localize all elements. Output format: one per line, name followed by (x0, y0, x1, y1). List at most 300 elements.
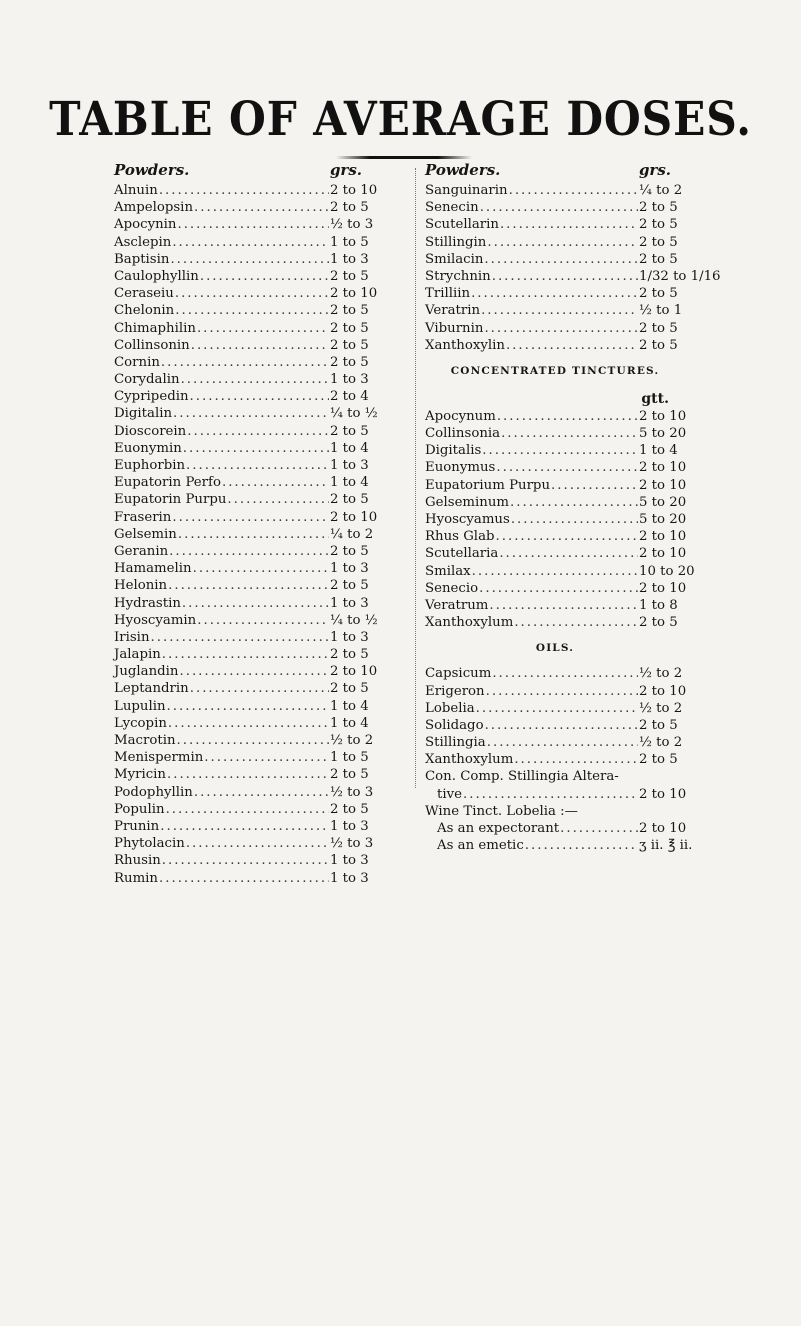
list-item (425, 477, 685, 494)
list-item (114, 818, 376, 835)
item-dose: 1 to 3 (330, 458, 369, 473)
item-dose: 1 to 3 (330, 561, 369, 577)
list-item (425, 285, 685, 302)
item-dose: ¼ to ½ (330, 612, 378, 628)
item-name: Jalapin (114, 647, 161, 663)
leader-dots (496, 528, 638, 545)
item-dose: ½ to 3 (330, 217, 374, 233)
leader-dots (177, 732, 329, 749)
leader-dots (177, 216, 329, 233)
item-name: Veratrin (425, 303, 481, 319)
list-item (114, 440, 376, 457)
leader-dots (160, 818, 329, 835)
leader-dots (179, 663, 329, 680)
right-powders-list (425, 182, 721, 354)
list-item (114, 612, 376, 629)
leader-dots (501, 425, 638, 442)
item-dose: 2 to 5 (330, 303, 369, 319)
item-dose: 2 to 10 (639, 821, 687, 836)
list-item (425, 320, 685, 337)
item-dose: 2 to 5 (639, 200, 678, 216)
list-item (425, 216, 685, 233)
leader-dots (492, 665, 638, 682)
item-name: Hydrastin (114, 595, 181, 611)
item-name: Smilacin (425, 251, 484, 267)
list-item (114, 423, 376, 440)
item-dose: 2 to 5 (639, 234, 678, 250)
item-name: Digitalis (425, 443, 482, 459)
item-name: Cypripedin (114, 389, 189, 405)
list-item (425, 511, 685, 528)
list-item (114, 491, 376, 508)
list-item (425, 700, 685, 717)
list-item (425, 683, 685, 700)
list-item (425, 199, 685, 216)
leader-dots (525, 837, 638, 854)
item-dose: ½ to 3 (330, 836, 374, 852)
item-dose: 1 to 4 (330, 475, 369, 491)
leader-dots (489, 597, 638, 614)
item-dose: 2 to 5 (330, 423, 369, 439)
item-dose: 2 to 5 (639, 217, 678, 233)
item-dose: 2 to 5 (330, 320, 369, 336)
leader-dots (487, 234, 638, 251)
item-name: Senecio (425, 580, 479, 596)
item-name: Rhusin (114, 853, 161, 869)
leader-dots (222, 474, 329, 491)
left-powders-list (114, 182, 376, 887)
item-name: Irisin (114, 629, 150, 645)
item-name: Lobelia (425, 700, 475, 716)
item-name: Menispermin (114, 750, 204, 766)
item-dose: ½ to 2 (330, 733, 374, 748)
item-name: Gelsemin (114, 526, 177, 542)
right-column (425, 161, 721, 854)
leader-dots (161, 354, 329, 371)
list-item (114, 595, 376, 612)
item-dose: 1 to 4 (639, 443, 678, 459)
item-dose: 2 to 10 (639, 683, 687, 699)
list-item (114, 870, 376, 887)
wine-title: Wine Tinct. Lobelia :— (425, 803, 578, 819)
list-item (114, 698, 376, 715)
leader-dots (194, 784, 329, 801)
item-dose: 2 to 10 (330, 509, 378, 525)
list-item (425, 580, 685, 597)
list-item (114, 457, 376, 474)
leader-dots (162, 852, 329, 869)
list-item (114, 216, 376, 233)
item-name: Juglandin (114, 664, 179, 680)
list-item (114, 784, 376, 801)
item-dose: 1 to 3 (330, 372, 369, 388)
item-dose: ½ to 2 (639, 735, 683, 751)
leader-dots (181, 371, 329, 388)
leader-dots (190, 388, 329, 405)
item-dose: 1 to 4 (330, 698, 369, 714)
title-rule (336, 156, 472, 159)
item-dose: 1 to 4 (330, 440, 369, 456)
tinctures-list (425, 408, 695, 631)
leader-dots (186, 457, 329, 474)
item-name: Populin (114, 801, 165, 817)
leader-dots (168, 715, 329, 732)
leader-dots (486, 683, 638, 700)
item-name: Viburnin (425, 320, 484, 336)
list-item (425, 337, 685, 354)
item-name: Stillingin (425, 234, 487, 250)
item-name: Helonin (114, 578, 168, 594)
leader-dots (479, 580, 638, 597)
list-item (114, 371, 376, 388)
list-item (114, 526, 376, 543)
leader-dots (551, 477, 638, 494)
item-name: Asclepin (114, 234, 172, 250)
item-name: Stillingia (425, 735, 486, 751)
item-name: Phytolacin (114, 836, 185, 852)
list-item (425, 528, 685, 545)
list-item (114, 680, 376, 697)
leader-dots (204, 749, 329, 766)
item-dose: 2 to 5 (330, 337, 369, 353)
item-dose: 1 to 3 (330, 251, 369, 267)
list-item (425, 302, 685, 319)
item-name: Xanthoxylum (425, 615, 514, 631)
leader-dots (485, 717, 638, 734)
item-name: Xanthoxylin (425, 337, 505, 353)
item-dose: ½ to 3 (330, 784, 374, 800)
list-item (114, 234, 376, 251)
leader-dots (227, 491, 329, 508)
leader-dots (499, 545, 638, 562)
con-comp-line1: Con. Comp. Stillingia Altera- (425, 769, 619, 785)
item-name: Eupatorium Purpu (425, 477, 551, 493)
leader-dots (481, 302, 638, 319)
list-item (114, 199, 376, 216)
oils-title: OILS. (535, 642, 575, 655)
item-name: Sanguinarin (425, 183, 508, 198)
item-name: As an expectorant (437, 821, 560, 836)
right-header-unit: grs. (638, 161, 671, 179)
item-dose: 2 to 5 (330, 492, 369, 508)
list-item (114, 646, 376, 663)
item-name: As an emetic (437, 838, 524, 854)
item-dose: 1 to 3 (330, 629, 369, 645)
item-dose: 2 to 5 (330, 801, 369, 817)
list-item (114, 749, 376, 766)
list-item (114, 251, 376, 268)
leader-dots (168, 577, 329, 594)
item-dose: ¼ to 2 (330, 526, 374, 542)
leader-dots (169, 543, 329, 560)
item-dose: ½ to 1 (639, 303, 683, 319)
list-item (114, 663, 376, 680)
item-dose: ½ to 2 (639, 666, 683, 682)
wine-list (425, 820, 693, 854)
item-name: Capsicum (425, 666, 492, 682)
item-dose: 1 to 3 (330, 870, 369, 886)
leader-dots (484, 320, 638, 337)
item-dose: 2 to 5 (639, 615, 678, 631)
list-item (114, 268, 376, 285)
item-dose: 1 to 5 (330, 750, 369, 766)
list-item (425, 597, 685, 614)
item-dose: 1 to 8 (639, 597, 678, 613)
list-item (425, 268, 721, 285)
list-item (114, 560, 376, 577)
item-dose: 2 to 5 (639, 251, 678, 267)
item-dose: 2 to 5 (639, 286, 678, 302)
item-dose: 1 to 4 (330, 715, 369, 731)
leader-dots (182, 595, 329, 612)
item-name: Euphorbin (114, 458, 186, 473)
item-dose: 5 to 20 (639, 426, 687, 442)
item-dose: 2 to 5 (330, 681, 369, 697)
list-item (114, 543, 376, 560)
item-dose: 2 to 5 (639, 752, 678, 768)
item-name: Ampelopsin (114, 200, 194, 216)
item-dose: 2 to 5 (330, 647, 369, 663)
column-divider (415, 168, 417, 788)
list-item (425, 837, 693, 854)
leader-dots (487, 734, 638, 751)
leader-dots (484, 251, 638, 268)
item-name: Lupulin (114, 698, 166, 714)
leader-dots (471, 285, 638, 302)
leader-dots (183, 440, 329, 457)
item-dose: 2 to 10 (639, 408, 687, 424)
leader-dots (193, 560, 329, 577)
list-item (114, 354, 376, 371)
leader-dots (476, 700, 638, 717)
item-dose: 2 to 10 (639, 546, 687, 562)
item-name: Prunin (114, 818, 160, 834)
tinctures-title: CONCENTRATED TINCTURES. (450, 364, 660, 377)
leader-dots (159, 182, 329, 199)
leader-dots (197, 320, 329, 337)
leader-dots (496, 459, 638, 476)
list-item (425, 408, 685, 425)
list-item (425, 820, 685, 837)
list-item (114, 852, 376, 869)
item-dose: 1 to 3 (330, 853, 369, 869)
item-dose: 2 to 5 (330, 543, 369, 559)
list-item (114, 285, 376, 302)
list-item (114, 766, 376, 783)
item-dose: 2 to 5 (330, 354, 369, 370)
right-header (425, 162, 685, 182)
list-item (425, 494, 685, 511)
leader-dots (500, 216, 638, 233)
item-name: Collinsonia (425, 426, 501, 442)
leader-dots (197, 612, 329, 629)
item-name: Scutellaria (425, 546, 499, 562)
list-item (425, 751, 685, 768)
item-name: Eupatorin Purpu (114, 492, 227, 508)
item-dose: 2 to 5 (639, 320, 678, 336)
leader-dots (191, 337, 329, 354)
leader-dots (159, 870, 329, 887)
list-item (425, 182, 685, 199)
list-item (114, 801, 376, 818)
item-name: Podophyllin (114, 784, 193, 800)
item-dose: 2 to 5 (330, 268, 369, 284)
item-name: Hyoscyamin (114, 612, 197, 628)
left-header-label: Powders. (114, 161, 190, 179)
item-name: Geranin (114, 543, 169, 559)
item-name: Cornin (114, 354, 160, 370)
item-dose: 1 to 3 (330, 595, 369, 611)
leader-dots (187, 423, 329, 440)
leader-dots (200, 268, 329, 285)
item-name: Rhus Glab (425, 529, 495, 545)
item-dose: 2 to 5 (330, 200, 369, 216)
item-name: Erigeron (425, 683, 485, 699)
leader-dots (151, 629, 329, 646)
leader-dots (560, 820, 638, 837)
item-dose: 5 to 20 (639, 494, 687, 510)
leader-dots (170, 251, 329, 268)
item-dose: ½ to 2 (639, 700, 683, 716)
leader-dots (514, 614, 638, 631)
leader-dots (509, 182, 638, 199)
page-title: TABLE OF AVERAGE DOSES. (49, 92, 752, 147)
item-dose: 2 to 10 (639, 460, 687, 476)
list-item (425, 734, 685, 751)
leader-dots (510, 494, 638, 511)
item-name: Xanthoxylum (425, 752, 514, 768)
left-column (114, 162, 376, 887)
item-dose: ¼ to 2 (639, 183, 683, 198)
item-name: Trilliin (425, 286, 471, 302)
item-name: Smilax (425, 563, 471, 579)
item-dose: 5 to 20 (639, 512, 687, 527)
item-name: Apocynum (425, 408, 496, 424)
item-dose: 2 to 10 (639, 529, 687, 545)
item-name: Hyoscyamus (425, 512, 510, 527)
item-name: Euonymin (114, 440, 182, 456)
leader-dots (175, 285, 329, 302)
leader-dots (175, 302, 329, 319)
item-name: Collinsonin (114, 337, 190, 353)
item-dose: 2 to 10 (330, 286, 378, 302)
item-name: Alnuin (114, 183, 158, 198)
list-item (114, 182, 376, 199)
item-name: Caulophyllin (114, 268, 199, 284)
item-name: Lycopin (114, 715, 167, 731)
item-name: Strychnin (425, 268, 491, 284)
leader-dots (492, 268, 638, 285)
item-name: Hamamelin (114, 561, 192, 577)
item-dose: ʒ ii. ℥ ii. (639, 838, 693, 854)
list-item (114, 405, 376, 422)
left-header-unit: grs. (329, 161, 362, 179)
leader-dots (167, 698, 329, 715)
item-name: Senecin (425, 200, 479, 216)
list-item (425, 425, 685, 442)
item-dose: 2 to 10 (639, 477, 687, 493)
list-item (425, 614, 685, 631)
item-name: Chimaphilin (114, 320, 196, 336)
item-name: Digitalin (114, 406, 173, 422)
leader-dots (167, 766, 329, 783)
list-item (114, 320, 376, 337)
leader-dots (480, 199, 638, 216)
list-item (425, 234, 685, 251)
item-name: Ceraseiu (114, 286, 174, 302)
left-header (114, 162, 376, 182)
list-item (114, 474, 376, 491)
leader-dots (511, 511, 638, 528)
item-name: Solidago (425, 717, 484, 733)
leader-dots (178, 526, 329, 543)
oils-list (425, 665, 685, 768)
item-dose: 1 to 5 (330, 234, 369, 250)
list-item (425, 251, 685, 268)
item-name: Eupatorin Perfo (114, 475, 221, 491)
item-dose: 2 to 5 (639, 717, 678, 733)
leader-dots (172, 509, 329, 526)
item-name: Myricin (114, 767, 166, 783)
leader-dots (162, 646, 329, 663)
tinctures-unit: gtt. (641, 390, 669, 407)
leader-dots (482, 442, 638, 459)
leader-dots (497, 408, 638, 425)
item-name: Chelonin (114, 303, 175, 319)
item-dose: 2 to 5 (330, 578, 369, 594)
item-name: Dioscorein (114, 423, 187, 439)
leader-dots (194, 199, 329, 216)
item-dose: 2 to 4 (330, 389, 369, 405)
leader-dots (166, 801, 329, 818)
list-item (425, 563, 695, 580)
list-item (425, 545, 685, 562)
leader-dots (186, 835, 329, 852)
list-item (114, 509, 376, 526)
item-name: Gelseminum (425, 494, 510, 510)
list-item (425, 717, 685, 734)
leader-dots (173, 405, 329, 422)
list-item (425, 665, 685, 682)
list-item (114, 577, 376, 594)
item-name: Fraserin (114, 509, 172, 525)
item-name: Scutellarin (425, 217, 499, 233)
item-name: Apocynin (114, 217, 177, 233)
item-dose: 2 to 5 (639, 337, 678, 353)
list-item (425, 459, 685, 476)
item-dose: 1/32 to 1/16 (639, 268, 721, 284)
list-item (114, 388, 376, 405)
leader-dots (190, 680, 329, 697)
list-item (114, 732, 376, 749)
leader-dots (472, 563, 638, 580)
item-dose: 2 to 10 (330, 183, 378, 198)
item-dose: ¼ to ½ (330, 406, 378, 422)
leader-dots (172, 234, 329, 251)
list-item (114, 629, 376, 646)
item-name: Veratrum (425, 597, 489, 613)
item-dose: 1 to 3 (330, 818, 369, 834)
item-dose: 2 to 10 (330, 664, 378, 680)
item-name: Baptisin (114, 251, 170, 267)
item-name: Leptandrin (114, 681, 189, 697)
leader-dots (506, 337, 638, 354)
item-name: Macrotin (114, 733, 176, 748)
item-name: Rumin (114, 870, 159, 886)
item-dose: 2 to 5 (330, 767, 369, 783)
leader-dots (514, 751, 638, 768)
list-item (114, 302, 376, 319)
